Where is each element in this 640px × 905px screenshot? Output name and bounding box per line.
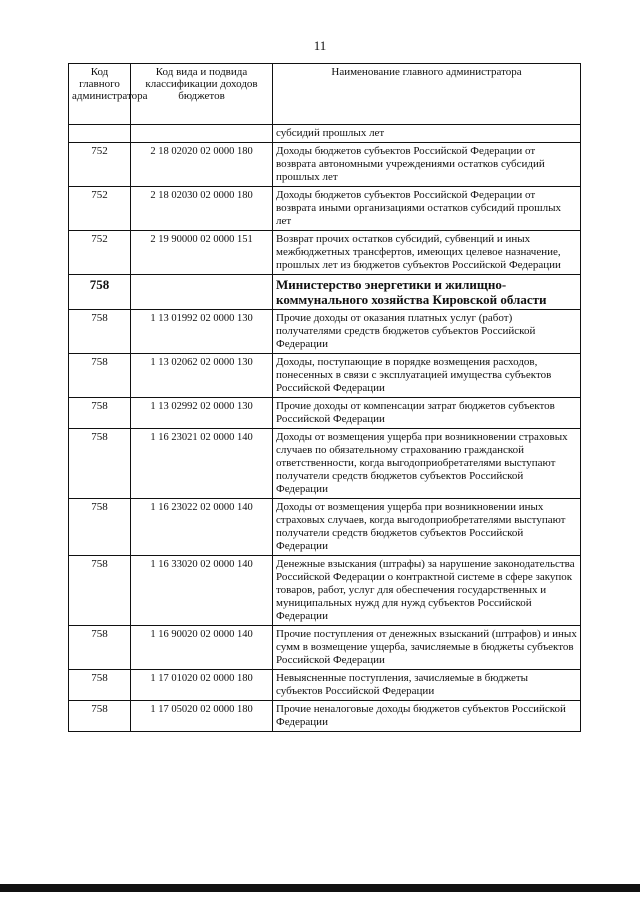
cell-code: 1 16 90020 02 0000 140 — [131, 626, 273, 670]
cell-admin: 758 — [69, 499, 131, 556]
table-row — [69, 143, 581, 187]
table-row — [69, 310, 581, 354]
cell-code: 1 13 01992 02 0000 130 — [131, 310, 273, 354]
cell-name: Возврат прочих остатков субсидий, субвенций и иных межбюджетных трансфертов, имеющих целевое назначение, прошлых лет из бюджетов субъектов Российской Федерации — [273, 231, 581, 275]
cell-code: 1 17 05020 02 0000 180 — [131, 701, 273, 732]
table-row-ministry — [69, 275, 581, 310]
cell-name: Прочие неналоговые доходы бюджетов субъектов Российской Федерации — [273, 701, 581, 732]
cell-admin — [69, 125, 131, 143]
cell-name: Денежные взыскания (штрафы) за нарушение законодательства Российской Федерации о контрактной системе в сфере закупок товаров, работ, услуг для обеспечения государственных и муниципальных нужд для нужд субъектов Российской Федерации — [273, 556, 581, 626]
cell-admin: 758 — [69, 556, 131, 626]
table-row — [69, 626, 581, 670]
budget-income-table — [68, 63, 581, 732]
cell-name: Прочие поступления от денежных взысканий (штрафов) и иных сумм в возмещение ущерба, зачисляемые в бюджеты субъектов Российской Федерации — [273, 626, 581, 670]
cell-code: 1 17 01020 02 0000 180 — [131, 670, 273, 701]
cell-admin: 758 — [69, 275, 131, 310]
table-row — [69, 556, 581, 626]
cell-name: субсидий прошлых лет — [273, 125, 581, 143]
table-row — [69, 187, 581, 231]
cell-name: Прочие доходы от оказания платных услуг (работ) получателями средств бюджетов субъектов Российской Федерации — [273, 310, 581, 354]
cell-admin: 752 — [69, 231, 131, 275]
cell-code: 2 18 02030 02 0000 180 — [131, 187, 273, 231]
cell-admin: 758 — [69, 354, 131, 398]
cell-code: 1 16 23022 02 0000 140 — [131, 499, 273, 556]
cell-code: 2 18 02020 02 0000 180 — [131, 143, 273, 187]
cell-name: Доходы от возмещения ущерба при возникновении страховых случаев по обязательному страхованию гражданской ответственности, когда выгодоприобретателями выступают получатели средств бюджетов субъектов Российской Федерации — [273, 429, 581, 499]
header-admin-name: Наименование главного администратора — [273, 64, 581, 125]
cell-code — [131, 125, 273, 143]
cell-name: Невыясненные поступления, зачисляемые в бюджеты субъектов Российской Федерации — [273, 670, 581, 701]
cell-name: Министерство энергетики и жилищно-коммунального хозяйства Кировской области — [273, 275, 581, 310]
table-row-continuation — [69, 125, 581, 143]
cell-admin: 752 — [69, 143, 131, 187]
cell-admin: 758 — [69, 670, 131, 701]
cell-name: Доходы бюджетов субъектов Российской Федерации от возврата иными организациями остатков субсидий прошлых лет — [273, 187, 581, 231]
header-admin-code: Код главного администратора — [69, 64, 131, 125]
cell-name: Доходы, поступающие в порядке возмещения расходов, понесенных в связи с эксплуатацией имущества субъектов Российской Федерации — [273, 354, 581, 398]
cell-name: Доходы бюджетов субъектов Российской Федерации от возврата автономными учреждениями остатков субсидий прошлых лет — [273, 143, 581, 187]
page-number: 11 — [313, 38, 327, 53]
cell-code: 1 16 33020 02 0000 140 — [131, 556, 273, 626]
cell-admin: 758 — [69, 701, 131, 732]
cell-admin: 752 — [69, 187, 131, 231]
table-row — [69, 499, 581, 556]
table-header-row — [69, 64, 581, 125]
cell-code: 1 13 02992 02 0000 130 — [131, 398, 273, 429]
cell-admin: 758 — [69, 626, 131, 670]
table-row — [69, 398, 581, 429]
cell-name: Доходы от возмещения ущерба при возникновении иных страховых случаев, когда выгодоприобретателями выступают получатели средств бюджетов субъектов Российской Федерации — [273, 499, 581, 556]
table-row — [69, 231, 581, 275]
cell-admin: 758 — [69, 310, 131, 354]
table-row — [69, 354, 581, 398]
cell-name: Прочие доходы от компенсации затрат бюджетов субъектов Российской Федерации — [273, 398, 581, 429]
table-row — [69, 429, 581, 499]
cell-code: 1 16 23021 02 0000 140 — [131, 429, 273, 499]
cell-admin: 758 — [69, 398, 131, 429]
cell-admin: 758 — [69, 429, 131, 499]
cell-code: 2 19 90000 02 0000 151 — [131, 231, 273, 275]
cell-code: 1 13 02062 02 0000 130 — [131, 354, 273, 398]
header-income-code: Код вида и подвида классификации доходов бюджетов — [131, 64, 273, 125]
scan-edge-bar — [0, 884, 640, 892]
table-row — [69, 701, 581, 732]
table-row — [69, 670, 581, 701]
cell-code — [131, 275, 273, 310]
